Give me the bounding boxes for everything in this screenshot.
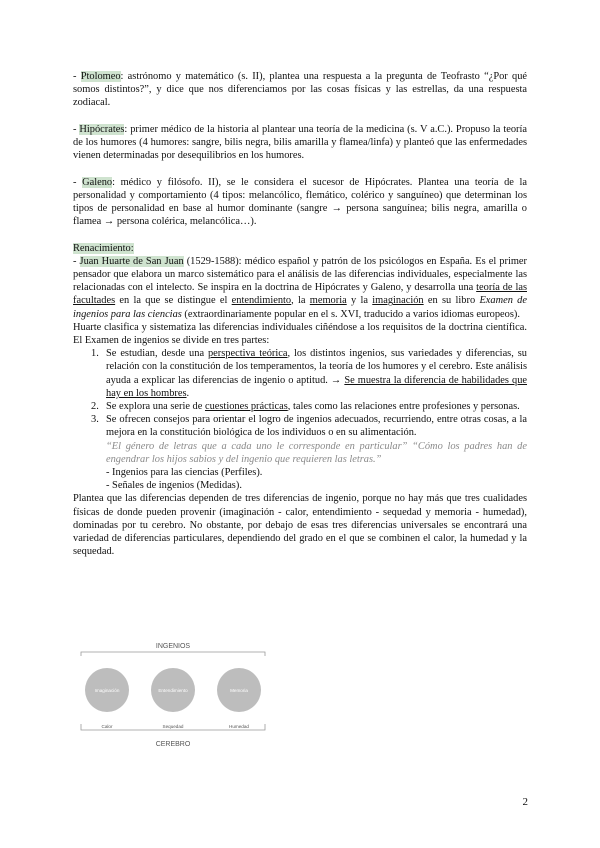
circle-label: Imaginación <box>94 688 120 693</box>
quality-label: Calor <box>101 724 113 729</box>
name-galeno: Galeno <box>82 176 113 188</box>
paragraph-galeno: - Galeno: médico y filósofo. II), se le considera el sucesor de Hipócrates. Plantea una teoría de la personalidad y comportamiento (4 tipos: melancólico, flemático, colérico y sanguíneo) que determinan los tipos de personalidad en base al humor dominante (sangre → persona sanguínea; bilis negra, amarilla o flamea → persona colérica, melancólica…). <box>73 176 527 228</box>
paragraph-hipocrates: - Hipócrates: primer médico de la historia al plantear una teoría de la medicina (s. V a.C.). Propuso la teoría de los humores (4 humores: sangre, bilis negra, bilis amarilla y flamea/linfa) y planteó que las enfermedades vienen determinadas por desequilibrios en los humores. <box>73 123 527 162</box>
paragraph-closing: Plantea que las diferencias dependen de tres diferencias de ingenio, porque no hay más que tres cualidades físicas de donde pueden provenir (imaginación - calor, entendimiento - sequedad y memoria - humedad), dominadas por tu cerebro. No obstante, por debajo de esas tres diferencias universales se encontrará una variedad de diferencias particulares, dependiendo del grado en el que se combinen el calor, la humedad y la sequedad. <box>73 493 527 558</box>
name-ptolomeo: Ptolomeo <box>80 71 121 82</box>
diagram-top-label: INGENIOS <box>155 643 191 650</box>
circle-label: Memoria <box>230 688 248 693</box>
diagram-bottom-label: CEREBRO <box>155 741 191 748</box>
circle-label: Entendimiento <box>158 688 188 693</box>
sub-item: - Señales de ingenios (Medidas). <box>106 480 242 492</box>
parts-list <box>73 347 527 439</box>
document-body <box>73 70 527 558</box>
sub-item: - Ingenios para las ciencias (Perfiles). <box>106 467 263 479</box>
quality-label: Humedad <box>229 724 249 729</box>
page-number: 2 <box>522 796 528 808</box>
name-hipocrates: Hipócrates <box>79 123 125 135</box>
list-item: 2. Se explora una serie de cuestiones prácticas, tales como las relaciones entre profesiones y personas. <box>91 401 520 413</box>
paragraph-huarte: - Juan Huarte de San Juan (1529-1588): médico español y patrón de los psicólogos en España. Es el primer pensador que elabora un marco sistemático para el análisis de las diferencias individuales, especialmente las relacionadas con el intelecto. Se inspira en la doctrina de Hipócrates y Galeno, y desarrolla una teoría de las facultades en la que se distingue el entendimiento, la memoria y la imaginación en su libro Examen de ingenios para las ciencias (extraordinariamente popular en el s. XVI, traducido a varios idiomas europeos). <box>73 255 527 320</box>
list-item: 1. Se estudian, desde una perspectiva teórica, los distintos ingenios, sus variedades y diferencias, su relación con la constitución de los temperamentos, la teoría de los humores y el cerebro. Este análisis ayuda a explicar las diferencias de ingenio o aptitud. → Se muestra la diferencia de habilidades que hay en los hombres. <box>91 348 528 399</box>
ingenios-diagram <box>75 640 271 750</box>
list-item: 3. Se ofrecen consejos para orientar el logro de ingenios adecuados, recurriendo, entre otras cosas, a la mejora en la constitución biológica de los individuos o en su alimentación. <box>91 414 527 439</box>
quote-text: “El género de letras que a cada uno le corresponde en particular” “Cómo los padres han de engendrar los hijos sabios y del ingenio que requieren las letras.” <box>106 440 527 465</box>
name-huarte: Juan Huarte de San Juan <box>79 255 184 267</box>
paragraph-intro: Huarte clasifica y sistematiza las diferencias individuales ciñéndose a los requisitos de la doctrina científica. El Examen de ingenios se divide en tres partes: <box>73 321 527 347</box>
quality-label: Sequedad <box>162 724 184 729</box>
heading-renacimiento: Renacimiento: <box>73 242 134 254</box>
paragraph-ptolomeo: - Ptolomeo: astrónomo y matemático (s. II), plantea una respuesta a la pregunta de Teofrasto “¿Por qué somos distintos?”, y dice que nos diferenciamos por las cosas físicas y las estrellas, da una respuesta zodiacal. <box>73 71 528 109</box>
